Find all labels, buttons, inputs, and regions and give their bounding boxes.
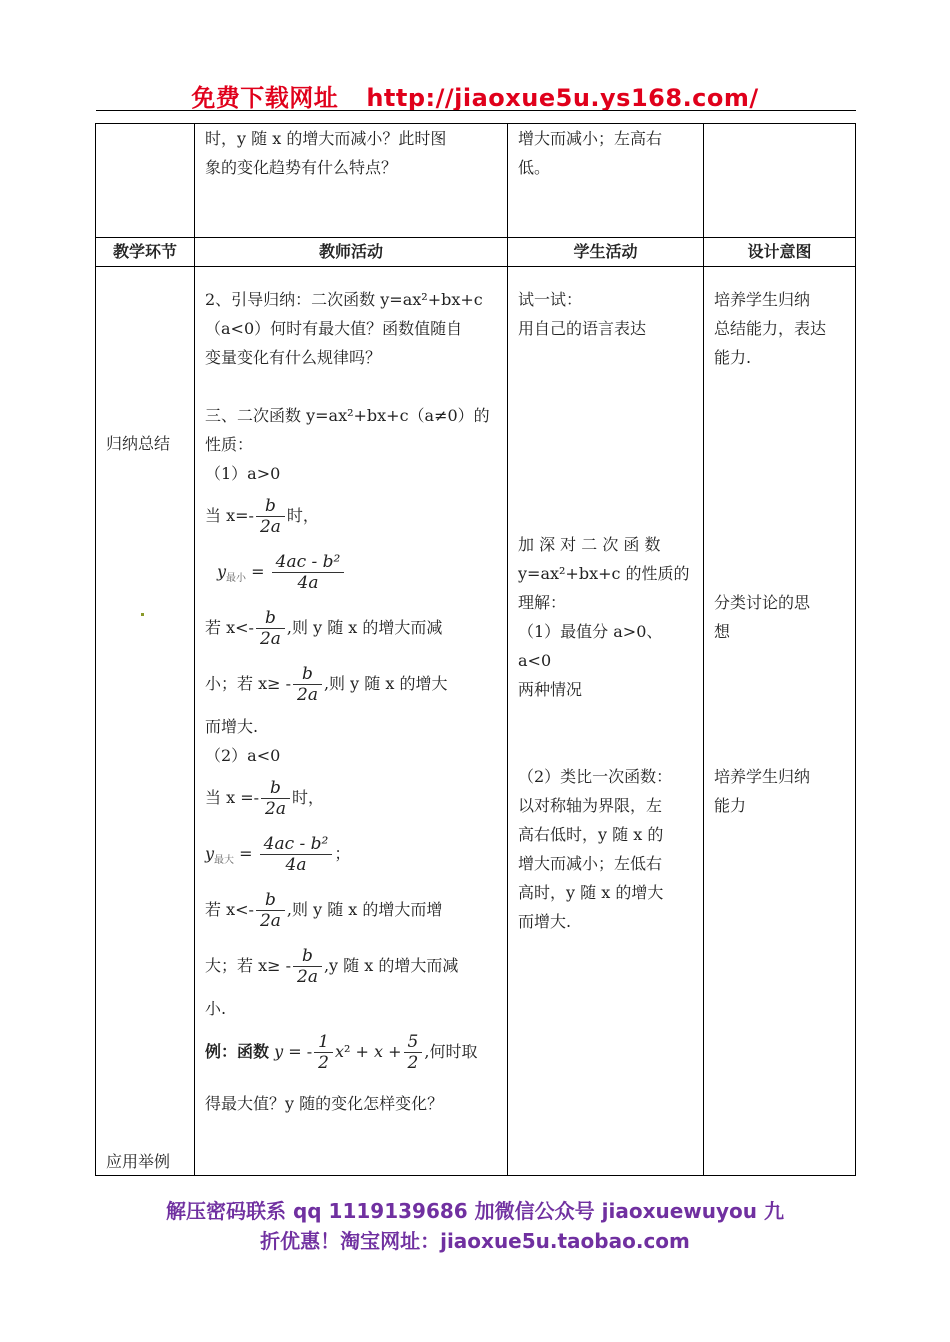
continued-student-cell: [508, 124, 704, 238]
header-url[interactable]: http://jiaoxue5u.ys168.com/: [366, 84, 759, 112]
header-label: 免费下载网址: [191, 84, 339, 112]
text-line: 分类讨论的思: [714, 593, 811, 612]
text-line: 用自己的语言表达: [518, 319, 647, 338]
design-intent-cell: [704, 267, 856, 1176]
text-line: 小.: [205, 999, 227, 1018]
case-label: （1）a>0: [205, 464, 281, 483]
text-line: 时，y 随 x 的增大而减小？此时图: [205, 129, 447, 148]
text-line: 理解：: [518, 593, 567, 612]
formula-line: 当 x =- $\frac{b}{2a}$ 时，: [205, 778, 324, 819]
formula-line: $y_{最大}$ = $\frac{\text{4ac - b²}}{4a}$ ；: [205, 834, 351, 875]
formula-line: 若 x<- $\frac{b}{2a}$ ,则 y 随 x 的增大而增: [205, 890, 443, 931]
text-line: 加 深 对 二 次 函 数: [518, 535, 661, 554]
stage-cell: [96, 267, 195, 1176]
text-line: 总结能力，表达: [714, 319, 827, 338]
fraction: $\frac{b}{2a}$: [256, 608, 285, 649]
formula-line: 大；若 x≥ - $\frac{b}{2a}$ ,y 随 x 的增大而减: [205, 946, 459, 987]
formula-line: 小；若 x≥ - $\frac{b}{2a}$ ,则 y 随 x 的增大: [205, 664, 448, 705]
text-line: 以对称轴为界限，左: [518, 796, 663, 815]
text-line: 高时，y 随 x 的增大: [518, 883, 664, 902]
text-line: 试一试：: [518, 290, 583, 309]
text-line: 象的变化趋势有什么特点？: [205, 158, 398, 177]
text-line: 变量变化有什么规律吗？: [205, 348, 382, 367]
continued-teacher-cell: [195, 124, 508, 238]
text-line: 得最大值？y 随的变化怎样变化？: [205, 1094, 444, 1113]
text-line: 培养学生归纳: [714, 290, 811, 309]
table-header-row: [96, 238, 856, 267]
fraction: $\frac{b}{2a}$: [293, 664, 322, 705]
text-line: 增大而减小；左低右: [518, 854, 663, 873]
fraction: $\frac{5}{2}$: [404, 1032, 423, 1073]
text-line: 增大而减小；左高右: [518, 129, 663, 148]
header-rule: [96, 110, 856, 111]
footer-contact: [0, 1196, 950, 1256]
lesson-table: [95, 123, 856, 1176]
stray-dot: [141, 613, 144, 616]
text-line: 培养学生归纳: [714, 767, 811, 786]
text-line: 而增大.: [205, 717, 259, 736]
download-header: [0, 78, 950, 113]
text-line: 而增大.: [518, 912, 572, 931]
text-line: （a<0）何时有最大值？函数值随自: [205, 319, 463, 338]
section-example: 应用举例: [106, 1152, 171, 1171]
text-line: 三、二次函数 y=ax²+bx+c（a≠0）的: [205, 406, 490, 425]
fraction: $\frac{1}{2}$: [314, 1032, 333, 1073]
text-line: 能力: [714, 796, 747, 815]
fraction: $\frac{b}{2a}$: [256, 496, 285, 537]
text-line: （2）类比一次函数：: [518, 767, 673, 786]
text-line: （1）最值分 a>0、a<0: [518, 622, 663, 670]
formula-line: $y_{最小}$ = $\frac{\text{4ac - b²}}{4a}$: [205, 544, 497, 600]
header-cell-teacher: 教师活动: [195, 238, 508, 267]
text-line: 2、引导归纳：二次函数 y=ax²+bx+c: [205, 290, 483, 309]
teacher-activity-cell: [195, 267, 508, 1176]
section-summary: 归纳总结: [106, 434, 171, 453]
text-line: 想: [714, 622, 731, 641]
text-line: 高右低时，y 随 x 的: [518, 825, 664, 844]
text-line: y=ax²+bx+c 的性质的: [518, 564, 690, 583]
text-line: 低。: [518, 158, 551, 177]
text-line: 两种情况: [518, 680, 583, 699]
content-row: [96, 267, 856, 1176]
header-cell-design: 设计意图: [704, 238, 856, 267]
text-line: 能力.: [714, 348, 752, 367]
fraction: $\frac{b}{2a}$: [261, 778, 290, 819]
example-line: 例：函数 y = - $\frac{1}{2}$ x² + x + $\frac{5}{2}$ ,何时取: [205, 1032, 478, 1073]
fraction: $\frac{b}{2a}$: [293, 946, 322, 987]
formula-line: 若 x<- $\frac{b}{2a}$ ,则 y 随 x 的增大而减: [205, 608, 443, 649]
footer-line-2: 折优惠！淘宝网址：jiaoxue5u.taobao.com: [260, 1229, 690, 1253]
formula-line: 当 x=- $\frac{b}{2a}$ 时，: [205, 496, 319, 537]
header-cell-stage: 教学环节: [96, 238, 195, 267]
fraction: $\frac{\text{4ac - b²}}{4a}$: [272, 552, 345, 593]
student-activity-cell: [508, 267, 704, 1176]
fraction: $\frac{\text{4ac - b²}}{4a}$: [260, 834, 333, 875]
continued-row: [96, 124, 856, 238]
fraction: $\frac{b}{2a}$: [256, 890, 285, 931]
header-cell-student: 学生活动: [508, 238, 704, 267]
footer-line-1: 解压密码联系 qq 1119139686 加微信公众号 jiaoxuewuyou 九: [166, 1199, 784, 1223]
case-label: （2）a<0: [205, 746, 281, 765]
text-line: 性质：: [205, 435, 254, 454]
